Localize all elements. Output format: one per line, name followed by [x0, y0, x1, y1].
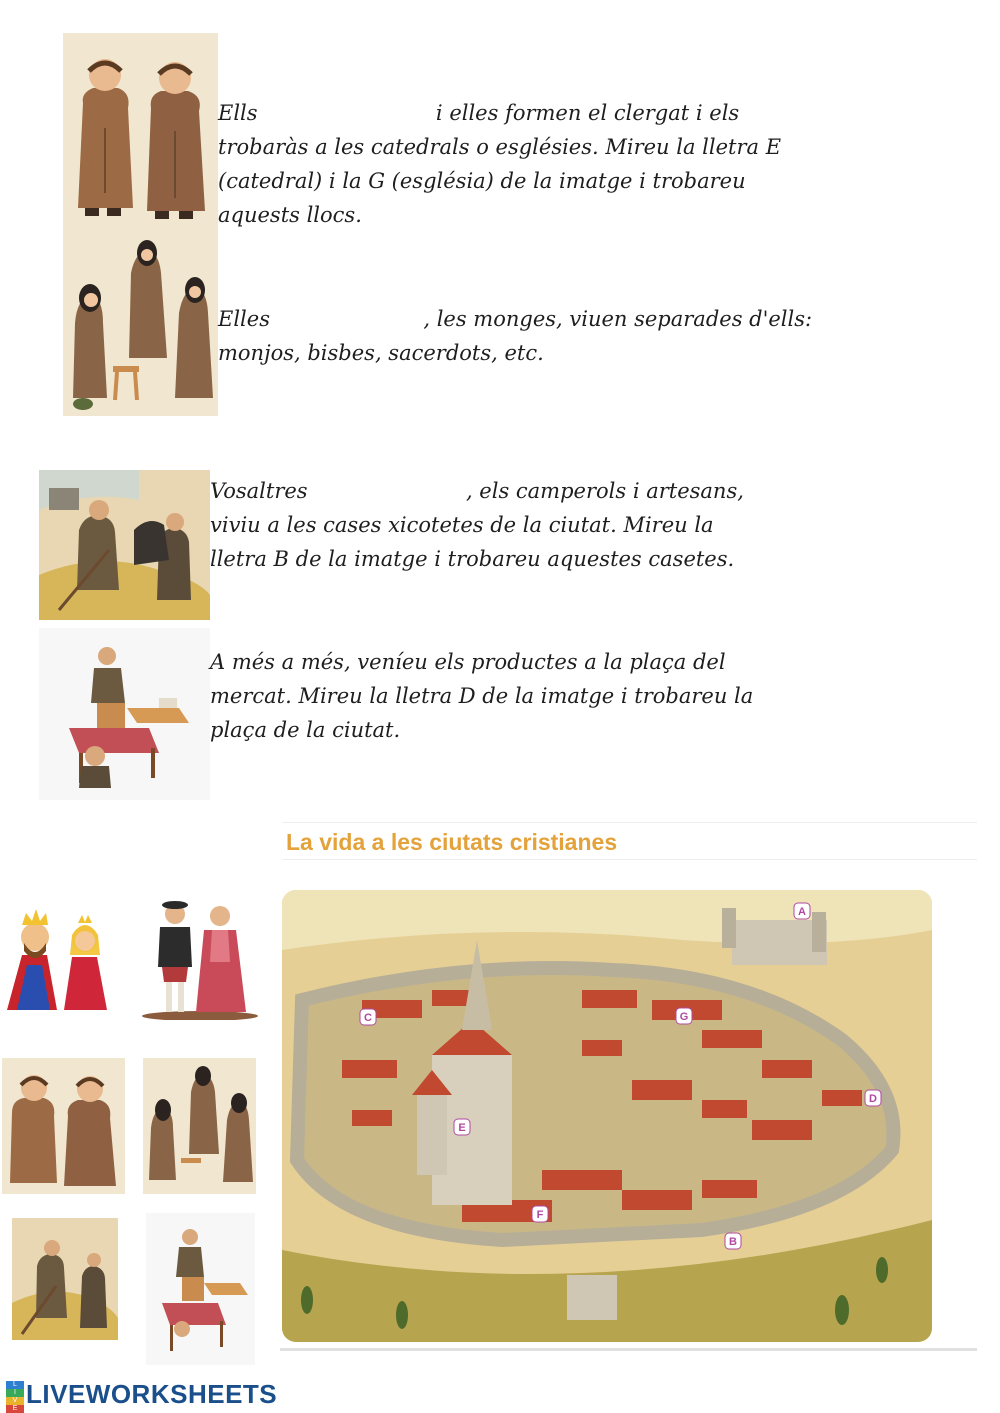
map-divider	[280, 1348, 977, 1351]
market-line-3: plaça de la ciutat.	[210, 718, 401, 742]
peasants-paragraph	[210, 474, 910, 576]
nuns-line-2: monjos, bisbes, sacerdots, etc.	[218, 341, 544, 365]
clergy-lead: Ells	[218, 101, 258, 125]
artisans-card-drawing	[146, 1213, 255, 1365]
monks-card[interactable]	[2, 1058, 125, 1194]
market-line-2: mercat. Mireu la lletra D de la imatge i trobareu la	[210, 684, 754, 708]
city-map	[282, 890, 932, 1342]
map-section-title: La vida a les ciutats cristianes	[282, 822, 977, 860]
peasants-drawing	[39, 470, 210, 620]
nuns-lead: Elles	[218, 307, 270, 331]
peasants-line-2: viviu a les cases xicotetes de la ciutat. Mireu la	[210, 513, 714, 537]
peasants-rest: , els camperols i artesans,	[465, 479, 744, 503]
courtiers-drawing	[140, 892, 260, 1020]
map-label-g: G	[679, 1011, 689, 1023]
clergy-line-1	[218, 96, 918, 130]
map-label-e: E	[458, 1122, 466, 1134]
courtiers-card[interactable]	[140, 892, 260, 1020]
logo-badge-l: L	[6, 1381, 24, 1389]
peasants-illustration	[39, 470, 210, 620]
map-label-c: C	[364, 1012, 372, 1024]
nuns-answer-input[interactable]	[277, 308, 417, 334]
map-label-b: B	[729, 1236, 737, 1248]
map-label-d: D	[869, 1093, 877, 1105]
nuns-illustration	[63, 228, 218, 416]
peasants-line-3: lletra B de la imatge i trobareu aquestes casetes.	[210, 547, 735, 571]
nuns-paragraph	[218, 302, 918, 370]
clergy-line-3: (catedral) i la G (església) de la imatge i trobareu	[218, 169, 746, 193]
peasants-line-1	[210, 474, 910, 508]
map-label-f: F	[536, 1209, 544, 1221]
peasants-card-drawing	[12, 1218, 118, 1340]
clergy-paragraph	[218, 96, 918, 232]
liveworksheets-logo[interactable]	[6, 1378, 278, 1412]
nobles-card[interactable]	[2, 895, 115, 1020]
nuns-line-1	[218, 302, 918, 336]
nuns-rest: , les monges, viuen separades d'ells:	[423, 307, 813, 331]
clergy-line-4: aquests llocs.	[218, 203, 362, 227]
monks-illustration	[63, 33, 218, 228]
nuns-card-drawing	[143, 1058, 256, 1194]
artisans-drawing	[39, 628, 210, 800]
market-line-1: A més a més, veníeu els productes a la plaça del	[210, 650, 726, 674]
nuns-drawing	[63, 228, 218, 416]
logo-badge-v: V	[6, 1397, 24, 1405]
clergy-answer-input[interactable]	[264, 102, 429, 128]
map-label-a: A	[798, 906, 806, 918]
monks-drawing	[63, 33, 218, 228]
logo-badge-e: E	[6, 1405, 24, 1413]
clergy-rest: i elles formen el clergat i els	[435, 101, 740, 125]
peasants-card[interactable]	[12, 1218, 118, 1340]
city-map-drawing	[282, 890, 932, 1342]
peasants-answer-input[interactable]	[314, 480, 459, 506]
peasants-lead: Vosaltres	[210, 479, 308, 503]
logo-wordmark: LIVEWORKSHEETS	[26, 1378, 278, 1409]
logo-badge	[6, 1381, 24, 1412]
market-paragraph	[210, 645, 930, 747]
monks-card-drawing	[2, 1058, 125, 1194]
nobles-drawing	[2, 895, 115, 1020]
nuns-card[interactable]	[143, 1058, 256, 1194]
clergy-line-2: trobaràs a les catedrals o esglésies. Mireu la lletra E	[218, 135, 782, 159]
logo-badge-i: I	[6, 1389, 24, 1397]
artisans-illustration	[39, 628, 210, 800]
artisans-card[interactable]	[146, 1213, 255, 1365]
